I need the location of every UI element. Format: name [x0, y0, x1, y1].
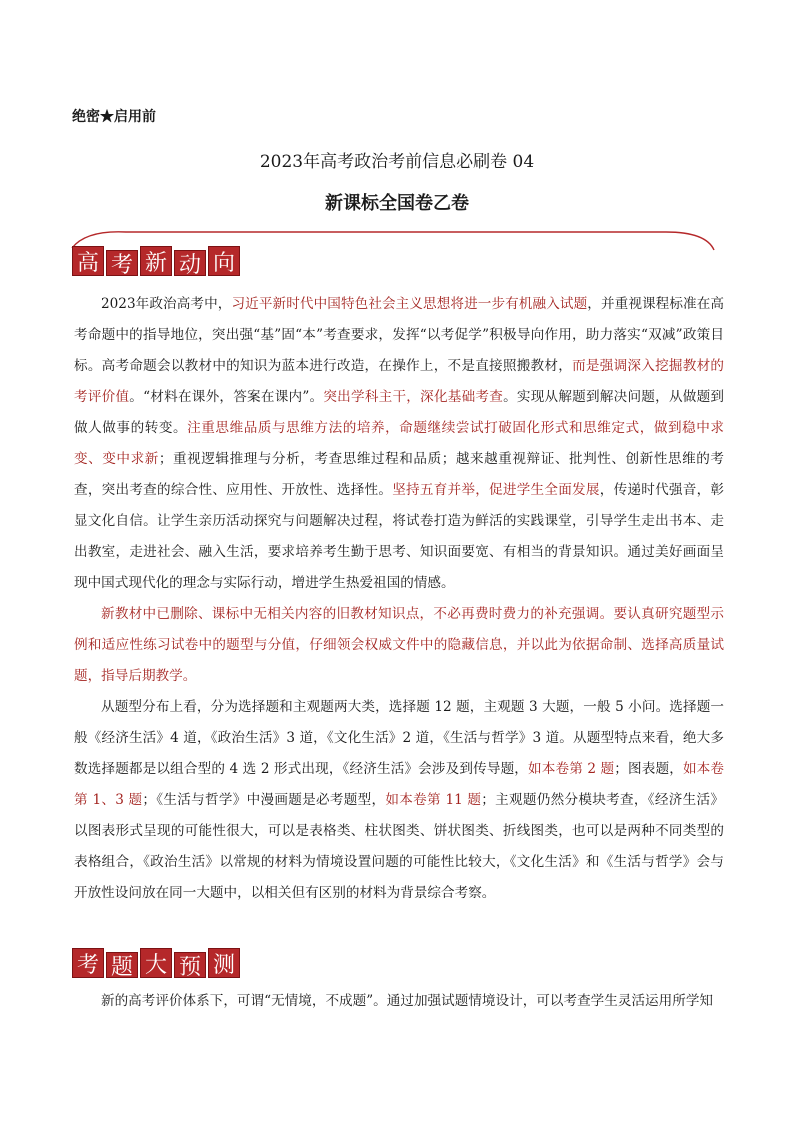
banner-char: 新 — [140, 246, 172, 276]
text-run: ；重视逻辑推理与分析，考查思维过程和品质；越来越重视辩证、批判性、创新性思维的考查，突出考查的综合性、应用性、开放性、选择性。 — [74, 451, 725, 498]
text-run: 从题型分布上看，分为选择题和主观题两大类，选择题 12 题，主观题 3 大题，一般 5 小问。选择题一般《经济生活》4 道，《政治生活》3 道，《文化生活》2 道，《生活与哲学》3 道。从题型特点来看，绝大多数选择题都是以组合型的 4 选 2 形式出现，《经济生活》会涉及到传导题， — [74, 699, 724, 777]
banner-char: 高 — [72, 246, 104, 276]
text-run: ，并重视课程标准在高考命题中的指导地位，突出强“基”固“本”考查要求，发挥“以考促学”积极导向作用，助力落实“双减”政策目标。高考命题会以教材中的知识为蓝本进行改造，在操作上，不是直接照搬教材， — [74, 296, 725, 374]
text-run-highlight: 而是强调深入挖掘教材的考评价值 — [74, 358, 725, 405]
text-run: 2023年政治高考中， — [101, 296, 232, 312]
section-banner-predictions — [72, 946, 242, 978]
paragraph — [74, 986, 724, 1017]
confidential-mark: 绝密★启用前 — [72, 109, 156, 125]
text-run-highlight: 如本卷第 11 题 — [385, 792, 482, 808]
text-run-highlight: 如本卷第 1、3 题 — [74, 761, 725, 808]
banner-char: 考 — [106, 250, 138, 276]
paragraph — [74, 692, 724, 909]
banner-char: 向 — [208, 246, 240, 276]
text-run: ；图表题， — [614, 761, 683, 777]
text-run-highlight: 习近平新时代中国特色社会主义思想将进一步有机融入试题 — [231, 296, 588, 312]
text-run: ；主观题仍然分模块考查，《经济生活》以图表形式呈现的可能性很大，可以是表格类、柱状图类、饼状图类、折线图类，也可以是两种不同类型的表格组合，《政治生活》以常规的材料为情境设置问题的可能性比较大，《文化生活》和《生活与哲学》会与开放性设问放在同一大题中，以相关但有区别的材料为背景综合考察。 — [74, 792, 724, 901]
banner-char: 动 — [174, 250, 206, 276]
banner-char: 测 — [208, 948, 240, 978]
text-run-highlight: 突出学科主干，深化基础考查 — [323, 389, 504, 405]
text-run: 。实现从解题到解决问题，从做题到做人做事的转变。 — [74, 389, 725, 436]
banner-char: 题 — [106, 952, 138, 978]
text-run: ；《生活与哲学》中漫画题是必考题型， — [142, 792, 386, 808]
text-run-highlight: 新教材中已删除、课标中无相关内容的旧教材知识点，不必再费时费力的补充强调。要认真研究题型示例和适应性练习试卷中的题型与分值，仔细领会权威文件中的隐藏信息，并以此为依据命制、选择高质量试题，指导后期教学。 — [74, 606, 724, 684]
section1-body — [74, 289, 724, 909]
text-run-highlight: 注重思维品质与思维方法的培养，命题继续尝试打破固化形式和思维定式，做到稳中求变、变中求新 — [74, 420, 724, 467]
text-run: 新的高考评价体系下，可谓“无情境，不成题”。通过加强试题情境设计，可以考查学生灵活运用所学知 — [101, 993, 714, 1009]
text-run: 。“材料在课外，答案在课内”。 — [129, 389, 324, 405]
text-run-highlight: 坚持五育并举，促进学生全面发展 — [392, 482, 600, 498]
text-run-highlight: 如本卷第 2 题 — [528, 761, 615, 777]
section2-body — [74, 986, 724, 1017]
banner-char: 预 — [174, 952, 206, 978]
banner-char: 大 — [140, 948, 172, 978]
exam-subtitle: 新课标全国卷乙卷 — [325, 193, 469, 214]
exam-title: 2023年高考政治考前信息必刷卷 04 — [259, 152, 535, 172]
paragraph — [74, 599, 724, 692]
section-banner-new-trends — [72, 244, 242, 276]
banner-char: 考 — [72, 948, 104, 978]
text-run: ，传递时代强音，彰显文化自信。让学生亲历活动探究与问题解决过程，将试卷打造为鲜活的实践课堂，引导学生走出书本、走出教室，走进社会、融入生活，要求培养考生勤于思考、知识面要宽、有相当的背景知识。通过美好画面呈现中国式现代化的理念与实际行动，增进学生热爱祖国的情感。 — [74, 482, 725, 591]
paragraph — [74, 289, 724, 599]
